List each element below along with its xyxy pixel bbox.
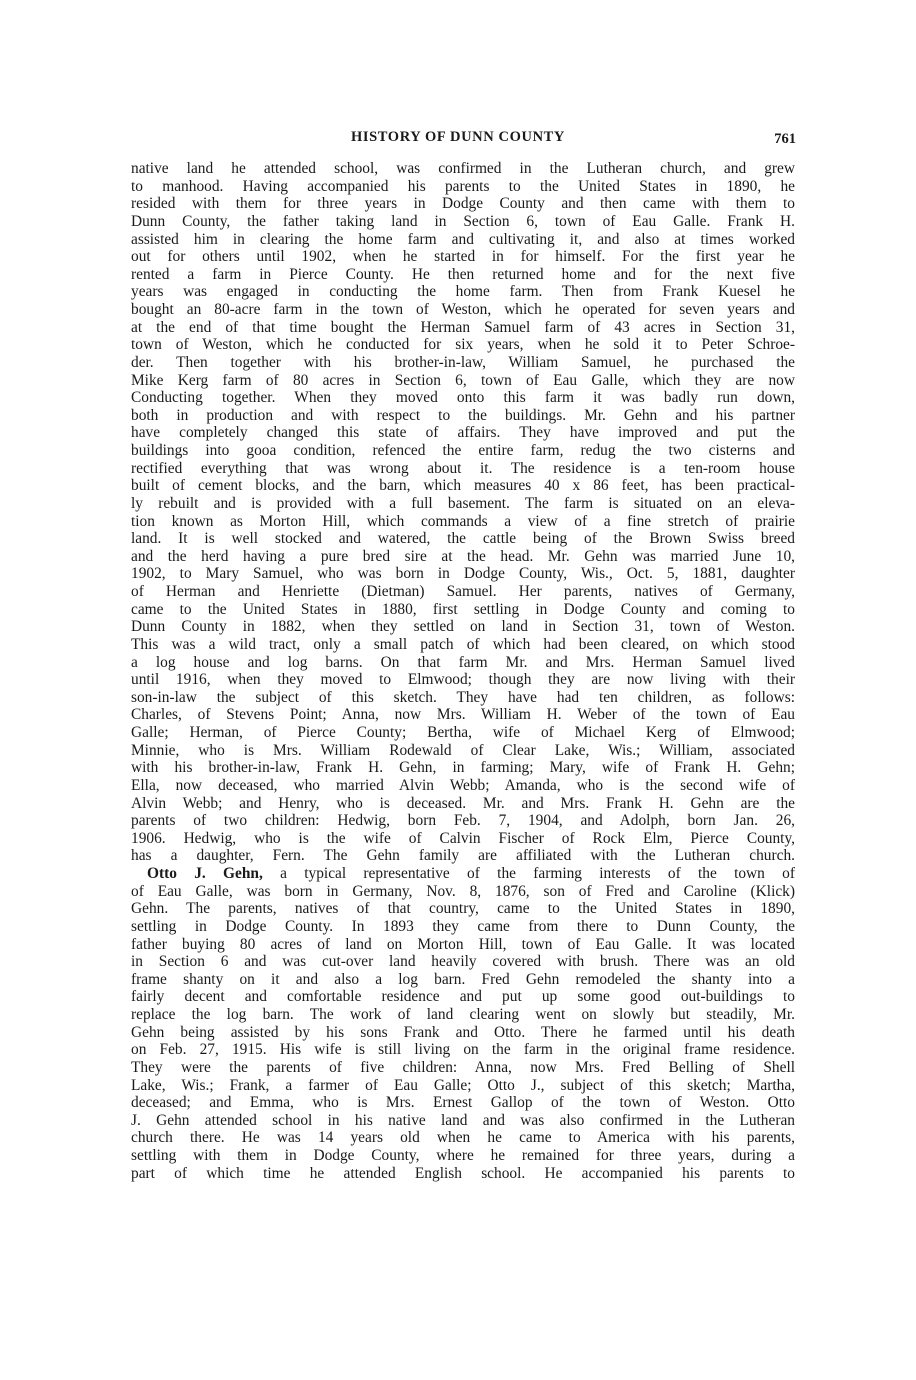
text-line: built of cement blocks, and the barn, which measures 40 x 86 feet, has been practical- xyxy=(131,477,795,495)
text-line: replace the log barn. The work of land clearing went on slowly but steadily, Mr. xyxy=(131,1006,795,1023)
text-line: der. Then together with his brother-in-law, William Samuel, he purchased the xyxy=(131,353,795,371)
text-line: both in production and with respect to the buildings. Mr. Gehn and his partner xyxy=(131,406,795,424)
text-line: came to the United States in 1880, first settling in Dodge County and coming to xyxy=(131,600,795,618)
paragraph-first-line xyxy=(131,865,795,883)
first-line-text: a typical representative of the farming interests of the town of xyxy=(262,865,795,882)
text-line: of Herman and Henriette (Dietman) Samuel. Her parents, natives of Germany, xyxy=(131,583,795,600)
text-line: assisted him in clearing the home farm and cultivating it, and also at times worked xyxy=(131,230,795,248)
text-line: Dunn County, the father taking land in Section 6, town of Eau Galle. Frank H. xyxy=(131,212,795,230)
text-line: Ella, now deceased, who married Alvin Webb; Amanda, who is the second wife of xyxy=(131,776,795,794)
text-line: parents of two children: Hedwig, born Feb. 7, 1904, and Adolph, born Jan. 26, xyxy=(131,812,795,830)
text-line: Charles, of Stevens Point; Anna, now Mrs. William H. Weber of the town of Eau xyxy=(131,706,795,724)
paragraph-frank-gehn xyxy=(131,160,795,865)
text-line: Conducting together. When they moved onto this farm it was badly run down, xyxy=(131,389,795,407)
paragraph-otto-gehn xyxy=(131,865,795,1182)
text-line: native land he attended school, was confirmed in the Lutheran church, and grew xyxy=(131,160,795,177)
text-line: settling in Dodge County. In 1893 they came from there to Dunn County, the xyxy=(131,917,795,935)
text-line: Mike Kerg farm of 80 acres in Section 6, town of Eau Galle, which they are now xyxy=(131,371,795,389)
text-line: with his brother-in-law, Frank H. Gehn, in farming; Mary, wife of Frank H. Gehn; xyxy=(131,759,795,777)
text-line: have completely changed this state of affairs. They have improved and put the xyxy=(131,424,795,442)
text-line: father buying 80 acres of land on Morton Hill, town of Eau Galle. It was located xyxy=(131,935,795,953)
text-line: 1902, to Mary Samuel, who was born in Dodge County, Wis., Oct. 5, 1881, daughter xyxy=(131,565,795,583)
page-header xyxy=(120,127,796,151)
text-line: settling with them in Dodge County, where he remained for three years, during a xyxy=(131,1147,795,1164)
text-line: deceased; and Emma, who is Mrs. Ernest Gallop of the town of Weston. Otto xyxy=(131,1094,795,1112)
text-line: resided with them for three years in Dodge County and then came with them to xyxy=(131,195,795,213)
text-line: fairly decent and comfortable residence and put up some good out-buildings to xyxy=(131,988,795,1006)
text-line: years was engaged in conducting the home farm. Then from Frank Kuesel he xyxy=(131,283,795,301)
text-line: church there. He was 14 years old when he came to America with his parents, xyxy=(131,1129,795,1147)
text-line: in Section 6 and was cut-over land heavily covered with brush. There was an old xyxy=(131,953,795,971)
text-line: Alvin Webb; and Henry, who is deceased. Mr. and Mrs. Frank H. Gehn are the xyxy=(131,794,795,812)
text-line: has a daughter, Fern. The Gehn family are affiliated with the Lutheran church. xyxy=(131,847,795,865)
text-line: part of which time he attended English school. He accompanied his parents to xyxy=(131,1164,795,1182)
text-line: rented a farm in Pierce County. He then returned home and for the next five xyxy=(131,265,795,283)
running-title: HISTORY OF DUNN COUNTY xyxy=(351,129,565,145)
text-line: a log house and log barns. On that farm Mr. and Mrs. Herman Samuel lived xyxy=(131,653,795,671)
text-line: Gehn. The parents, natives of that country, came to the United States in 1890, xyxy=(131,900,795,918)
text-line: This was a wild tract, only a small patch of which had been cleared, on which stood xyxy=(131,635,795,653)
text-line: Dunn County in 1882, when they settled on land in Section 31, town of Weston. xyxy=(131,618,795,636)
text-line: ly rebuilt and is provided with a full basement. The farm is situated on an eleva- xyxy=(131,494,795,512)
text-line: buildings into gooa condition, refenced the entire farm, redug the two cisterns and xyxy=(131,442,795,459)
text-line: and the herd having a pure bred sire at the head. Mr. Gehn was married June 10, xyxy=(131,547,795,565)
text-line: town of Weston, which he conducted for six years, when he sold it to Peter Schroe- xyxy=(131,336,795,354)
text-line: tion known as Morton Hill, which commands a view of a fine stretch of prairie xyxy=(131,512,795,530)
text-line: Lake, Wis.; Frank, a farmer of Eau Galle; Otto J., subject of this sketch; Martha, xyxy=(131,1076,795,1094)
text-line: son-in-law the subject of this sketch. They have had ten children, as follows: xyxy=(131,688,795,706)
text-line: land. It is well stocked and watered, the cattle being of the Brown Swiss breed xyxy=(131,530,795,548)
text-line: of Eau Galle, was born in Germany, Nov. 8, 1876, son of Fred and Caroline (Klick) xyxy=(131,882,795,900)
text-line: to manhood. Having accompanied his parents to the United States in 1890, he xyxy=(131,177,795,195)
text-line: frame shanty on it and also a log barn. Fred Gehn remodeled the shanty into a xyxy=(131,970,795,988)
text-line: Gehn being assisted by his sons Frank and Otto. There he farmed until his death xyxy=(131,1023,795,1041)
text-line: at the end of that time bought the Herman Samuel farm of 43 acres in Section 31, xyxy=(131,318,795,336)
page-number: 761 xyxy=(774,131,796,147)
text-line: They were the parents of five children: Anna, now Mrs. Fred Belling of Shell xyxy=(131,1058,795,1076)
text-line: on Feb. 27, 1915. His wife is still living on the farm in the original frame residence. xyxy=(131,1041,795,1059)
body-text xyxy=(131,160,795,1182)
text-line: out for others until 1902, when he started in for himself. For the first year he xyxy=(131,248,795,266)
text-line: until 1916, when they moved to Elmwood; though they are now living with their xyxy=(131,671,795,689)
text-line: J. Gehn attended school in his native land and was also confirmed in the Lutheran xyxy=(131,1111,795,1129)
subject-name: Otto J. Gehn, xyxy=(147,865,263,882)
text-line: Galle; Herman, of Pierce County; Bertha, wife of Michael Kerg of Elmwood; xyxy=(131,724,795,741)
text-line: 1906. Hedwig, who is the wife of Calvin Fischer of Rock Elm, Pierce County, xyxy=(131,829,795,847)
text-line: Minnie, who is Mrs. William Rodewald of Clear Lake, Wis.; William, associated xyxy=(131,741,795,759)
text-line: bought an 80-acre farm in the town of Weston, which he operated for seven years and xyxy=(131,301,795,318)
text-line: rectified everything that was wrong about it. The residence is a ten-room house xyxy=(131,459,795,477)
